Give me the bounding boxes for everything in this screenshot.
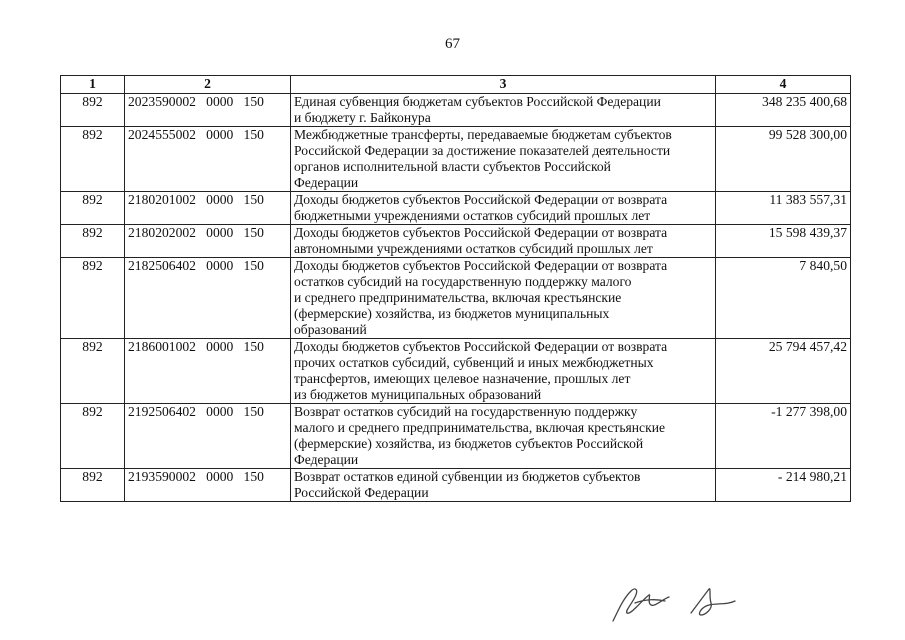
income-name-cell: Единая субвенция бюджетам субъектов Российской Федерации и бюджету г. Байконура [291, 94, 716, 127]
budget-code-cell: 2186001002 0000 150 [125, 339, 291, 404]
column-header: 4 [716, 76, 851, 94]
admin-code-cell: 892 [61, 258, 125, 339]
admin-code-cell: 892 [61, 192, 125, 225]
amount-cell: 99 528 300,00 [716, 127, 851, 192]
income-name-cell: Возврат остатков единой субвенции из бюджетов субъектов Российской Федерации [291, 469, 716, 502]
amount-cell: 7 840,50 [716, 258, 851, 339]
handwritten-signature [605, 575, 745, 625]
column-header: 2 [125, 76, 291, 94]
income-name-cell: Межбюджетные трансферты, передаваемые бюджетам субъектов Российской Федерации за достижение показателей деятельности органов исполнительной власти субъектов Российской Федерации [291, 127, 716, 192]
column-header: 1 [61, 76, 125, 94]
amount-cell: 25 794 457,42 [716, 339, 851, 404]
amount-cell: 348 235 400,68 [716, 94, 851, 127]
table-row [61, 225, 851, 258]
budget-code-cell: 2180202002 0000 150 [125, 225, 291, 258]
budget-code-cell: 2023590002 0000 150 [125, 94, 291, 127]
budget-code-cell: 2024555002 0000 150 [125, 127, 291, 192]
budget-code-cell: 2182506402 0000 150 [125, 258, 291, 339]
amount-cell: - 214 980,21 [716, 469, 851, 502]
table-header-row [61, 76, 851, 94]
admin-code-cell: 892 [61, 94, 125, 127]
column-header: 3 [291, 76, 716, 94]
table-row [61, 339, 851, 404]
budget-code-cell: 2193590002 0000 150 [125, 469, 291, 502]
admin-code-cell: 892 [61, 339, 125, 404]
amount-cell: 11 383 557,31 [716, 192, 851, 225]
table-row [61, 94, 851, 127]
income-name-cell: Доходы бюджетов субъектов Российской Федерации от возврата прочих остатков субсидий, субвенций и иных межбюджетных трансфертов, имеющих целевое назначение, прошлых лет из бюджетов муниципальных образований [291, 339, 716, 404]
admin-code-cell: 892 [61, 469, 125, 502]
table-row [61, 469, 851, 502]
income-name-cell: Возврат остатков субсидий на государственную поддержку малого и среднего предпринимательства, включая крестьянские (фермерские) хозяйства, из бюджетов субъектов Российской Федерации [291, 404, 716, 469]
admin-code-cell: 892 [61, 127, 125, 192]
income-name-cell: Доходы бюджетов субъектов Российской Федерации от возврата остатков субсидий на государственную поддержку малого и среднего предпринимательства, включая крестьянские (фермерские) хозяйства, из бюджетов муниципальных образований [291, 258, 716, 339]
amount-cell: -1 277 398,00 [716, 404, 851, 469]
income-name-cell: Доходы бюджетов субъектов Российской Федерации от возврата бюджетными учреждениями остатков субсидий прошлых лет [291, 192, 716, 225]
budget-code-cell: 2180201002 0000 150 [125, 192, 291, 225]
table-row [61, 258, 851, 339]
page-number: 67 [445, 36, 460, 52]
income-name-cell: Доходы бюджетов субъектов Российской Федерации от возврата автономными учреждениями остатков субсидий прошлых лет [291, 225, 716, 258]
budget-code-cell: 2192506402 0000 150 [125, 404, 291, 469]
table-row [61, 127, 851, 192]
admin-code-cell: 892 [61, 225, 125, 258]
table-row [61, 192, 851, 225]
admin-code-cell: 892 [61, 404, 125, 469]
table-row [61, 404, 851, 469]
amount-cell: 15 598 439,37 [716, 225, 851, 258]
budget-table [60, 75, 851, 502]
